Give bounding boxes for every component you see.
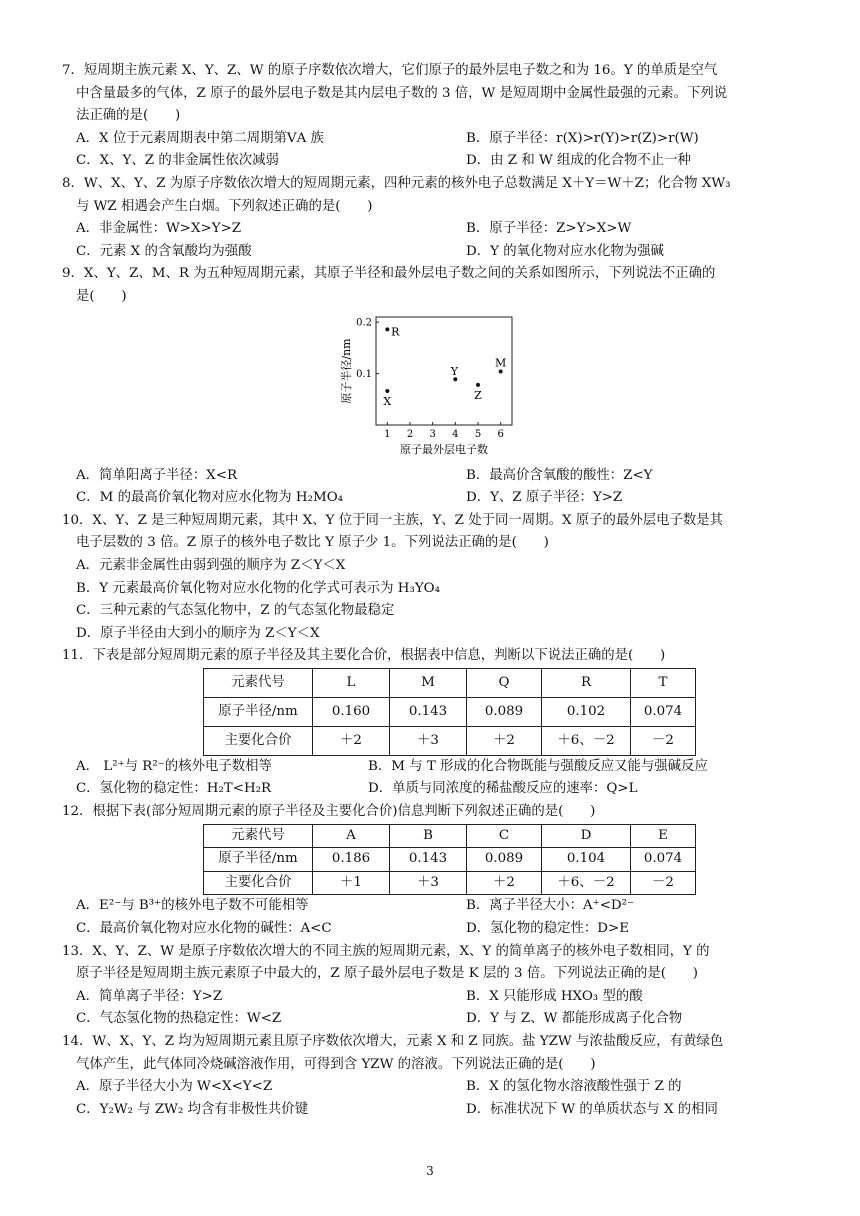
table-cell: 0.089: [467, 848, 542, 872]
data-point-label: Z: [474, 388, 482, 402]
table-cell: 0.143: [390, 848, 467, 872]
option-d: D．原子半径由大到小的顺序为 Z＜Y＜X: [76, 625, 320, 641]
option-b: B．M 与 T 形成的化合物既能与强酸反应又能与强碱反应: [368, 758, 708, 774]
table-cell: －2: [631, 726, 696, 755]
table-cell: 元素代号: [204, 824, 313, 848]
data-point-label: X: [383, 394, 392, 408]
table-cell: E: [631, 824, 696, 848]
option-row: [62, 1008, 804, 1031]
option-b: B．X 只能形成 HXO₃ 型的酸: [466, 988, 643, 1004]
question-stem: 与 WZ 相遇会产生白烟。下列叙述正确的是( ): [76, 198, 373, 214]
table-cell: 0.102: [542, 697, 631, 726]
question-8: [62, 173, 804, 263]
question-stem: 原子半径是短周期主族元素原子中最大的，Z 原子最外层电子数是 K 层的 3 倍。下列说法正确的是( ): [76, 966, 698, 982]
question-stem: 8．W、X、Y、Z 为原子序数依次增大的短周期元素，四种元素的核外电子总数满足 X＋Y＝W＋Z；化合物 XW₃: [62, 175, 731, 191]
table-cell: D: [542, 824, 631, 848]
option-a: A．E²⁻与 B³⁺的核外电子数不可能相等: [76, 898, 309, 914]
option-row: [62, 128, 804, 151]
option-row: [62, 778, 804, 801]
page-number: 3: [426, 1164, 434, 1178]
x-tick-label: 5: [474, 428, 482, 440]
option-row: [62, 218, 804, 241]
y-tick-label: 0.1: [356, 368, 372, 380]
option-row: [62, 1099, 804, 1122]
data-point: [499, 369, 503, 373]
y-tick-label: 0.2: [356, 317, 372, 329]
option-a: A．原子半径大小为 W<X<Y<Z: [76, 1079, 273, 1095]
table-cell: 原子半径/nm: [204, 848, 313, 872]
question-stem: 9．X、Y、Z、M、R 为五种短周期元素，其原子半径和最外层电子数之间的关系如图所示，下列说法不正确的: [62, 266, 716, 282]
data-point: [385, 327, 389, 331]
y-axis-label: 原子半径/nm: [340, 337, 353, 404]
table-cell: ＋2: [313, 726, 390, 755]
table-cell: 元素代号: [204, 668, 313, 697]
x-axis-label: 原子最外层电子数: [400, 442, 488, 456]
option-c: C．X、Y、Z 的非金属性依次减弱: [76, 153, 279, 169]
option-a: A．非金属性：W>X>Y>Z: [76, 221, 242, 237]
table-cell: 主要化合价: [204, 871, 313, 895]
table-cell: 0.089: [467, 697, 542, 726]
question-stem: 法正确的是( ): [76, 108, 181, 124]
x-tick-label: 6: [497, 428, 504, 440]
table-cell: 0.074: [631, 848, 696, 872]
question-stem: 中含量最多的气体，Z 原子的最外层电子数是其内层电子数的 3 倍，W 是短周期中金属性最强的元素。下列说: [76, 85, 728, 101]
table-row: [204, 726, 696, 755]
element-table: [203, 668, 696, 756]
table-cell: －2: [631, 871, 696, 895]
table-cell: ＋2: [467, 726, 542, 755]
table-row: [204, 668, 696, 697]
question-stem: 13．X、Y、Z、W 是原子序数依次增大的不同主族的短周期元素，X、Y 的简单离子的核外电子数相同，Y 的: [62, 943, 710, 959]
option-a: A．元素非金属性由弱到强的顺序为 Z＜Y＜X: [76, 557, 346, 573]
table-cell: ＋6、－2: [542, 726, 631, 755]
table-row: [204, 848, 696, 872]
x-tick-label: 3: [429, 428, 436, 440]
table-cell: 主要化合价: [204, 726, 313, 755]
question-stem: 是( ): [76, 288, 127, 304]
question-13: [62, 941, 804, 1031]
question-14: [62, 1031, 804, 1121]
option-row: [62, 918, 804, 941]
option-d: D．由 Z 和 W 组成的化合物不止一种: [466, 153, 691, 169]
x-tick-label: 2: [406, 428, 414, 440]
data-point-label: Y: [450, 364, 458, 378]
table-cell: 0.186: [313, 848, 390, 872]
question-stem: 12．根据下表(部分短周期元素的原子半径及主要化合价)信息判断下列叙述正确的是( ): [62, 804, 596, 820]
question-stem: 10．X、Y、Z 是三种短周期元素，其中 X、Y 位于同一主族，Y、Z 处于同一周期。X 原子的最外层电子数是其: [62, 512, 724, 528]
table-cell: ＋3: [390, 726, 467, 755]
option-row: [62, 241, 804, 264]
option-a: A． L²⁺与 R²⁻的核外电子数相等: [76, 758, 272, 774]
data-point: [476, 382, 480, 386]
table-cell: A: [313, 824, 390, 848]
table-cell: ＋1: [313, 871, 390, 895]
option-b: B．X 的氢化物水溶液酸性强于 Z 的: [466, 1079, 682, 1095]
table-row: [204, 871, 696, 895]
option-c: C．M 的最高价氧化物对应水化物为 H₂MO₄: [76, 490, 344, 506]
question-stem: 14．W、X、Y、Z 均为短周期元素且原子序数依次增大，元素 X 和 Z 同族。盐 YZW 与浓盐酸反应，有黄绿色: [62, 1034, 724, 1049]
option-row: [62, 756, 804, 779]
table-cell: 0.160: [313, 697, 390, 726]
question-11: [62, 645, 804, 801]
option-d: D．单质与同浓度的稀盐酸反应的速率：Q>L: [368, 781, 638, 797]
option-b: B．原子半径：r(X)>r(Y)>r(Z)>r(W): [466, 130, 699, 146]
data-point-label: R: [391, 324, 400, 338]
question-stem: 7．短周期主族元素 X、Y、Z、W 的原子序数依次增大，它们原子的最外层电子数之和为 16。Y 的单质是空气: [62, 63, 718, 78]
option-c: C．最高价氧化物对应水化物的碱性：A<C: [76, 921, 332, 937]
option-d: D．Y、Z 原子半径：Y>Z: [466, 490, 623, 506]
table-cell: R: [542, 668, 631, 697]
option-row: [62, 986, 804, 1009]
question-10: [62, 510, 804, 646]
x-tick-label: 4: [452, 428, 459, 440]
option-d: D．氢化物的稳定性：D>E: [466, 921, 629, 937]
option-d: D．Y 与 Z、W 都能形成离子化合物: [466, 1011, 683, 1027]
option-b: B．Y 元素最高价氧化物对应水化物的化学式可表示为 H₃YO₄: [76, 580, 441, 596]
table-cell: ＋6、－2: [542, 871, 631, 895]
option-c: C．氢化物的稳定性：H₂T<H₂R: [76, 781, 272, 797]
question-7: [62, 60, 804, 173]
table-cell: B: [390, 824, 467, 848]
x-tick-label: 1: [384, 428, 391, 440]
question-9: [62, 263, 804, 509]
table-cell: Q: [467, 668, 542, 697]
option-row: [62, 465, 804, 488]
option-row: [62, 487, 804, 510]
exam-page: [62, 60, 804, 1121]
option-c: C．三种元素的气态氢化物中，Z 的气态氢化物最稳定: [76, 603, 395, 619]
table-cell: 0.074: [631, 697, 696, 726]
question-12: [62, 801, 804, 941]
question-stem: 电子层数的 3 倍。Z 原子的核外电子数比 Y 原子少 1。下列说法正确的是( ): [76, 535, 549, 551]
table-row: [204, 697, 696, 726]
table-cell: T: [631, 668, 696, 697]
table-row: [204, 824, 696, 848]
option-row: [62, 895, 804, 918]
table-cell: 0.143: [390, 697, 467, 726]
table-cell: ＋2: [467, 871, 542, 895]
data-point-label: M: [495, 356, 507, 370]
table-cell: 原子半径/nm: [204, 697, 313, 726]
table-cell: C: [467, 824, 542, 848]
option-a: A．简单阳离子半径：X<R: [76, 467, 238, 483]
option-b: B．最高价含氧酸的酸性：Z<Y: [466, 467, 653, 483]
option-row: [62, 150, 804, 173]
option-a: A．简单离子半径：Y>Z: [76, 988, 223, 1004]
option-b: B．离子半径大小：A⁺<D²⁻: [466, 898, 635, 914]
option-b: B．原子半径：Z>Y>X>W: [466, 221, 632, 237]
question-stem: 11．下表是部分短周期元素的原子半径及其主要化合价，根据表中信息，判断以下说法正确的是( ): [62, 648, 666, 664]
table-cell: M: [390, 668, 467, 697]
table-cell: L: [313, 668, 390, 697]
option-d: D．Y 的氧化物对应水化物为强碱: [466, 243, 664, 259]
option-row: [62, 1076, 804, 1099]
option-a: A．X 位于元素周期表中第二周期第ⅤA 族: [76, 130, 324, 146]
element-table: [203, 824, 696, 896]
option-c: C．气态氢化物的热稳定性：W<Z: [76, 1011, 282, 1027]
data-point: [385, 389, 389, 393]
scatter-chart: [338, 311, 804, 463]
question-stem: 气体产生，此气体同冷烧碱溶液作用，可得到含 YZW 的溶液。下列说法正确的是( ): [76, 1056, 596, 1072]
table-cell: ＋3: [390, 871, 467, 895]
option-c: C．元素 X 的含氧酸均为强酸: [76, 243, 252, 259]
table-cell: 0.104: [542, 848, 631, 872]
option-c: C．Y₂W₂ 与 ZW₂ 均含有非极性共价键: [76, 1101, 309, 1117]
option-d: D．标准状况下 W 的单质状态与 X 的相同: [466, 1101, 718, 1117]
